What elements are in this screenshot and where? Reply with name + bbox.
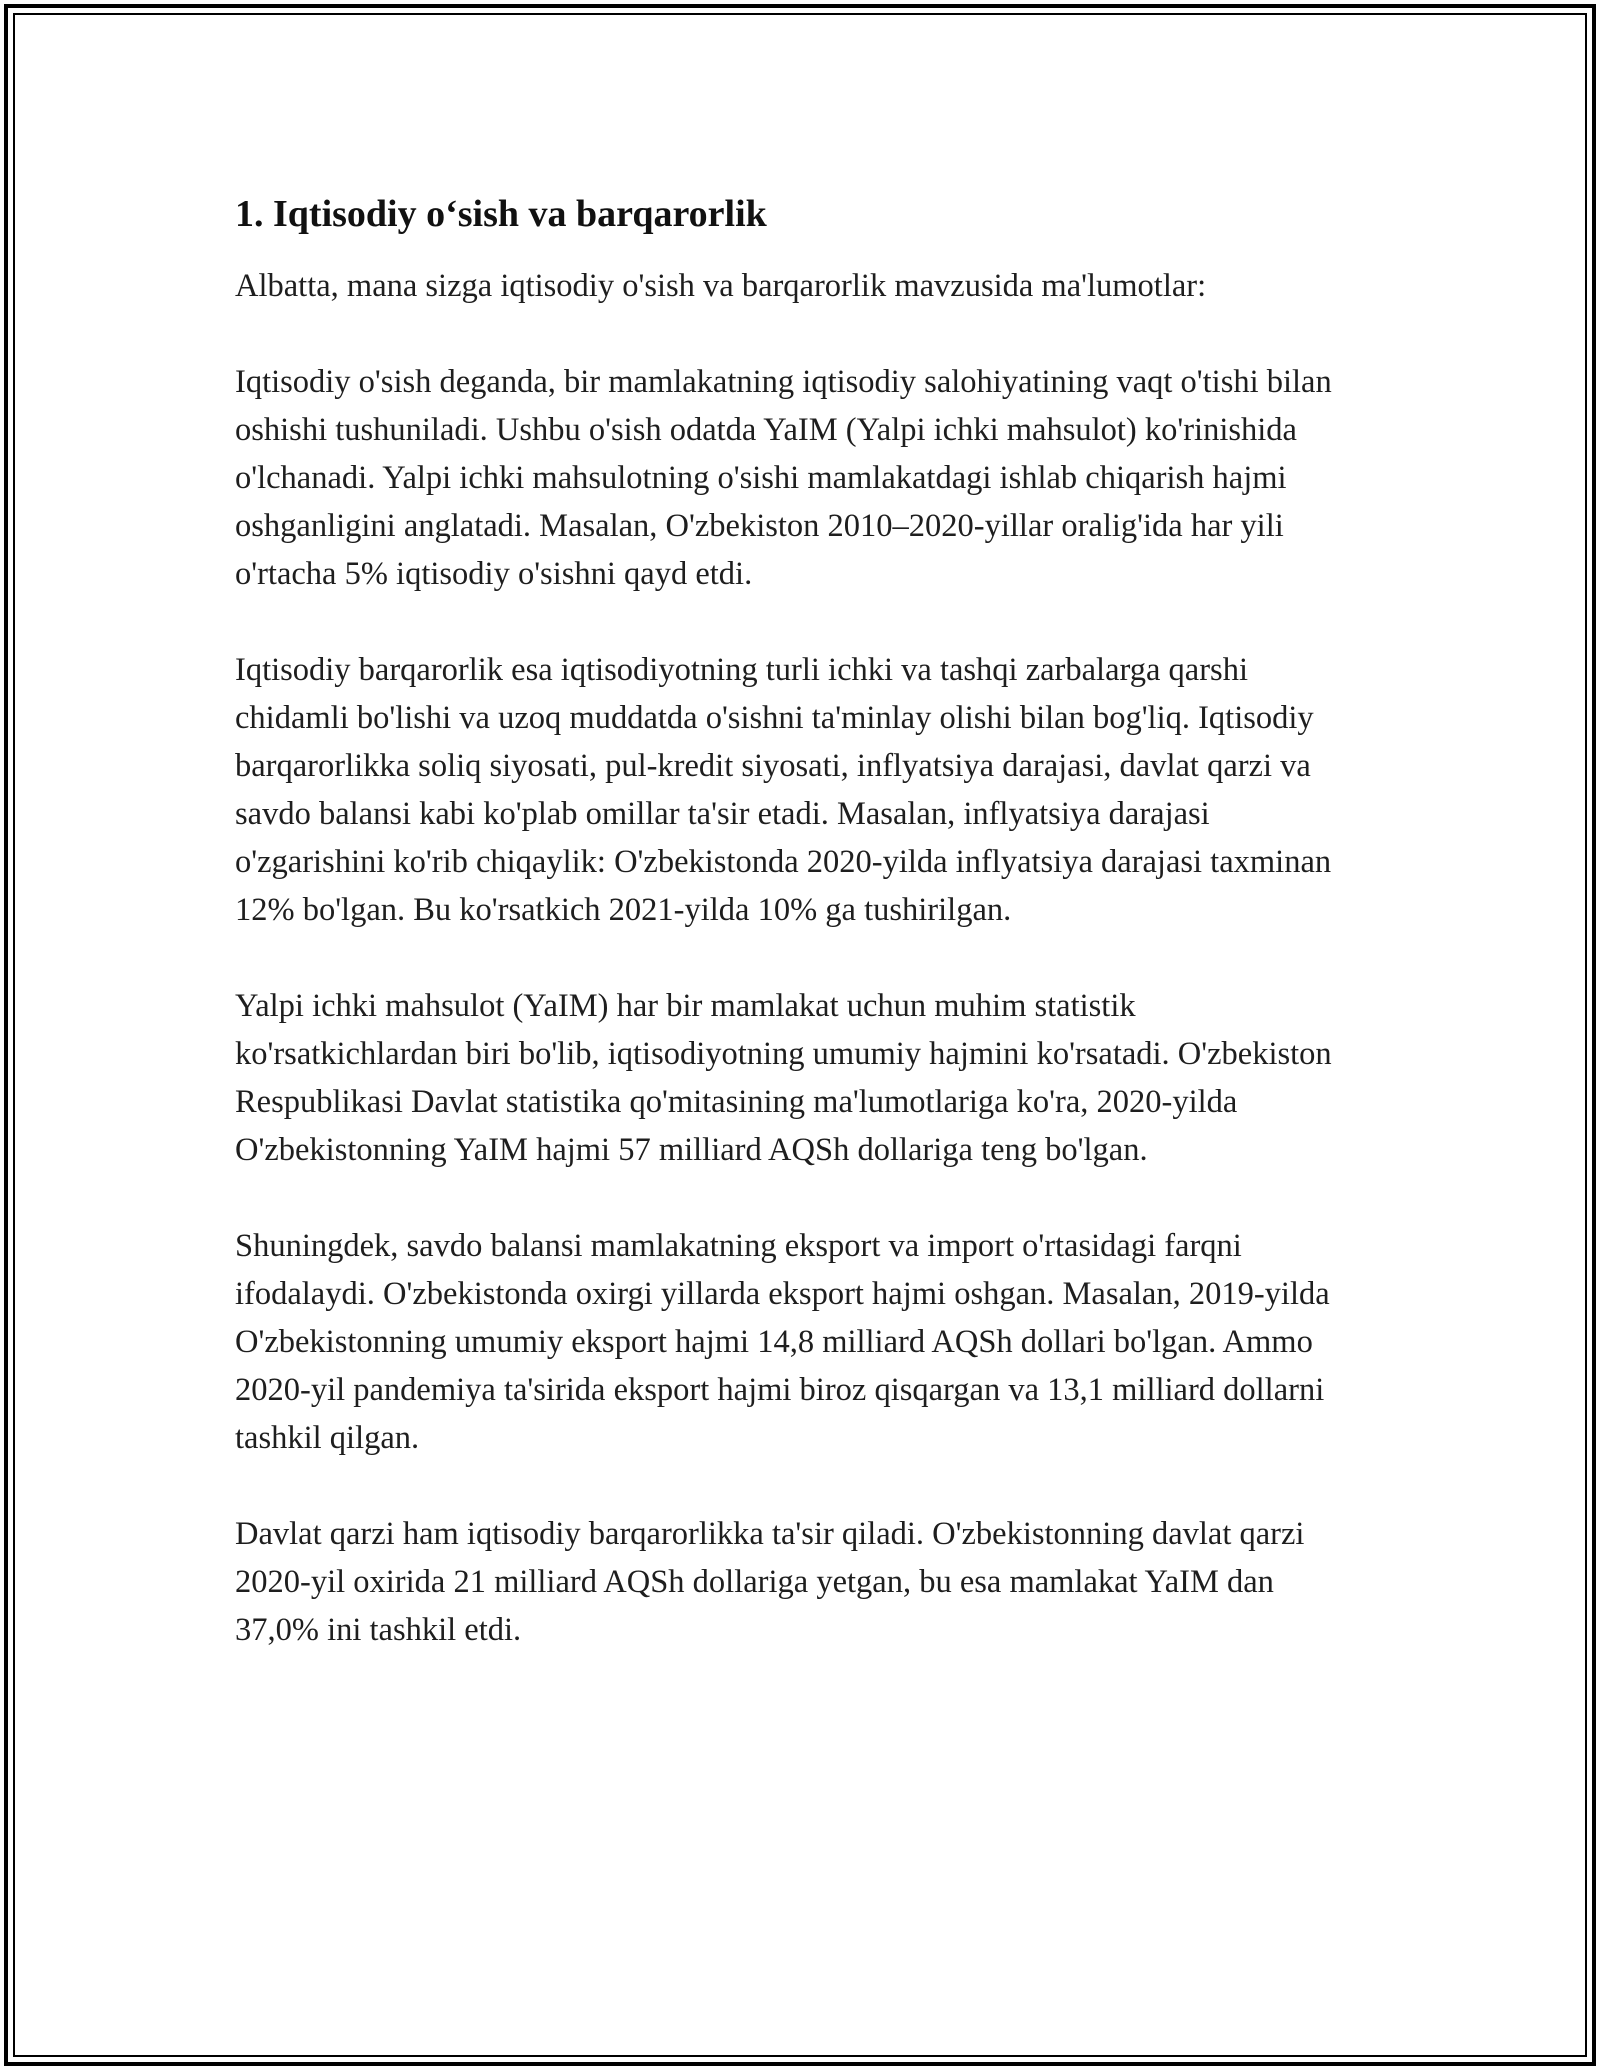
section-heading: 1. Iqtisodiy o‘sish va barqarorlik: [235, 193, 767, 235]
economic-stability-paragraph: Iqtisodiy barqarorlik esa iqtisodiyotning turli ichki va tashqi zarbalarga qarshi chidamli bo'lishi va uzoq muddatda o'sishni ta'minlay olishi bilan bog'liq. Iqtisodiy barqarorlikka soliq siyosati, pul-kredit siyosati, inflyatsiya darajasi, davlat qarzi va savdo balansi kabi ko'plab omillar ta'sir etadi. Masalan, inflyatsiya darajasi o'zgarishini ko'rib chiqaylik: O'zbekistonda 2020-yilda inflyatsiya darajasi taxminan 12% bo'lgan. Bu ko'rsatkich 2021-yilda 10% ga tushirilgan.: [235, 652, 1332, 928]
public-debt-paragraph: Davlat qarzi ham iqtisodiy barqarorlikka ta'sir qiladi. O'zbekistonning davlat qarzi 2020-yil oxirida 21 milliard AQSh dollariga yetgan, bu esa mamlakat YaIM dan 37,0% ini tashkil etdi.: [235, 1516, 1305, 1648]
intro-paragraph: Albatta, mana sizga iqtisodiy o'sish va barqarorlik mavzusida ma'lumotlar:: [235, 268, 1207, 304]
gdp-paragraph: Yalpi ichki mahsulot (YaIM) har bir mamlakat uchun muhim statistik ko'rsatkichlardan biri bo'lib, iqtisodiyotning umumiy hajmini ko'rsatadi. O'zbekiston Respublikasi Davlat statistika qo'mitasining ma'lumotlariga ko'ra, 2020-yilda O'zbekistonning YaIM hajmi 57 milliard AQSh dollariga teng bo'lgan.: [235, 988, 1332, 1168]
trade-balance-paragraph: Shuningdek, savdo balansi mamlakatning eksport va import o'rtasidagi farqni ifodalaydi. O'zbekistonda oxirgi yillarda eksport hajmi oshgan. Masalan, 2019-yilda O'zbekistonning umumiy eksport hajmi 14,8 milliard AQSh dollari bo'lgan. Ammo 2020-yil pandemiya ta'sirida eksport hajmi biroz qisqargan va 13,1 milliard dollarni tashkil qilgan.: [235, 1228, 1330, 1456]
economic-growth-paragraph: Iqtisodiy o'sish deganda, bir mamlakatning iqtisodiy salohiyatining vaqt o'tishi bilan oshishi tushuniladi. Ushbu o'sish odatda YaIM (Yalpi ichki mahsulot) ko'rinishida o'lchanadi. Yalpi ichki mahsulotning o'sishi mamlakatdagi ishlab chiqarish hajmi oshganligini anglatadi. Masalan, O'zbekiston 2010–2020-yillar oralig'ida har yili o'rtacha 5% iqtisodiy o'sishni qayd etdi.: [235, 364, 1332, 592]
document-body: [235, 186, 1365, 1702]
